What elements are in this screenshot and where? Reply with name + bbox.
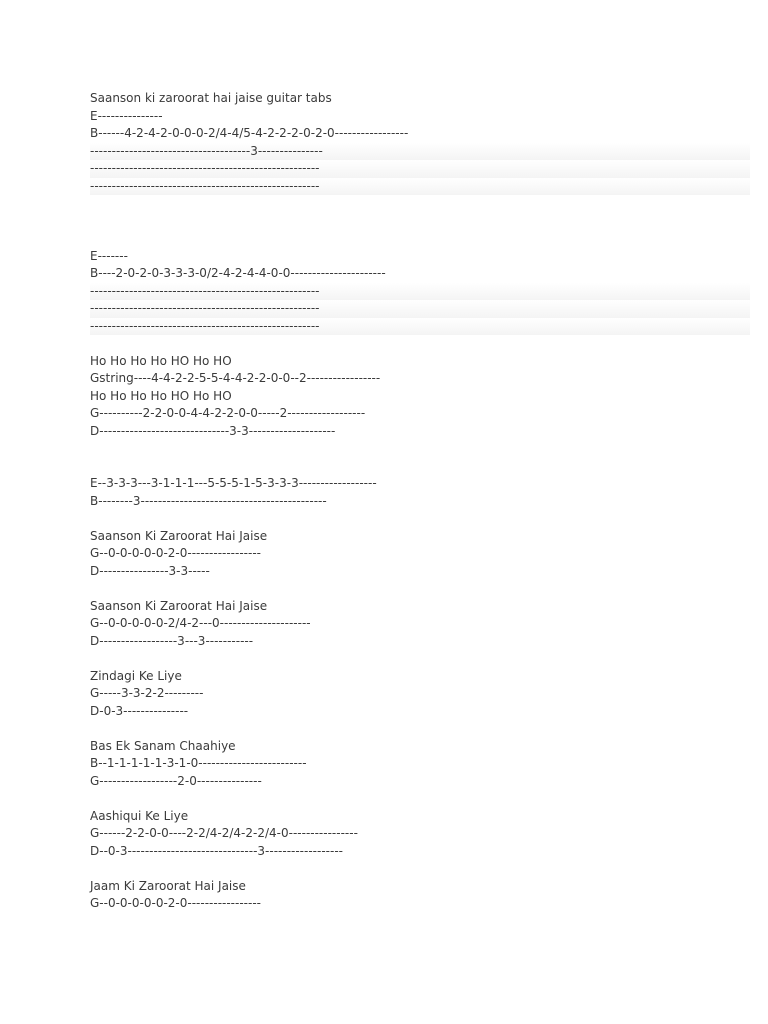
tab-line: B------4-2-4-2-0-0-0-2/4-4/5-4-2-2-2-0-2-0-----------------	[90, 126, 409, 140]
tab-line: D----------------3-3-----	[90, 563, 210, 578]
lyric-line: Ho Ho Ho Ho HO Ho HO	[90, 388, 232, 403]
tab-line: D-0-3---------------	[90, 703, 189, 718]
document-title: Saanson ki zaroorat hai jaise guitar tabs	[90, 91, 332, 105]
tab-line: -----------------------------------------------------	[90, 300, 750, 318]
tab-line: G--0-0-0-0-0-2-0-----------------	[90, 896, 261, 910]
tab-line: E---------------	[90, 108, 163, 123]
tab-line: D------------------3---3-----------	[90, 633, 254, 648]
tab-line: B--1-1-1-1-1-3-1-0-------------------------	[90, 756, 307, 770]
lyric-line: Ho Ho Ho Ho HO Ho HO	[90, 353, 232, 368]
tab-document	[90, 90, 750, 913]
tab-line: G------------------2-0---------------	[90, 773, 262, 788]
tab-line: G------2-2-0-0----2-2/4-2/4-2-2/4-0----------------	[90, 826, 358, 840]
tab-line: -----------------------------------------------------	[90, 178, 750, 196]
tab-line: B--------3-------------------------------------------	[90, 493, 327, 508]
lyric-line: Saanson Ki Zaroorat Hai Jaise	[90, 528, 268, 543]
tab-line: G--0-0-0-0-0-2/4-2---0---------------------	[90, 616, 311, 630]
tab-line: G--0-0-0-0-0-2-0-----------------	[90, 546, 261, 560]
tab-line: D------------------------------3-3--------------------	[90, 423, 336, 438]
tab-line: -----------------------------------------------------	[90, 318, 750, 336]
lyric-line: Saanson Ki Zaroorat Hai Jaise	[90, 598, 268, 613]
tab-line: -----------------------------------------------------	[90, 283, 750, 301]
lyric-line: Aashiqui Ke Liye	[90, 808, 189, 823]
tab-line: G-----3-3-2-2---------	[90, 686, 204, 700]
tab-line: G----------2-2-0-0-4-4-2-2-0-0-----2------------------	[90, 406, 366, 420]
tab-line: D--0-3------------------------------3------------------	[90, 843, 343, 858]
tab-line: -----------------------------------------------------	[90, 160, 750, 178]
tab-line: B----2-0-2-0-3-3-3-0/2-4-2-4-4-0-0----------------------	[90, 266, 386, 280]
lyric-line: Bas Ek Sanam Chaahiye	[90, 738, 236, 753]
tab-line: Gstring----4-4-2-2-5-5-4-4-2-2-0-0--2-----------------	[90, 371, 381, 385]
tab-line: E--3-3-3---3-1-1-1---5-5-5-1-5-3-3-3------------------	[90, 476, 377, 490]
tab-line: E-------	[90, 248, 128, 263]
lyric-line: Zindagi Ke Liye	[90, 668, 182, 683]
tab-line: -------------------------------------3---------------	[90, 143, 750, 161]
lyric-line: Jaam Ki Zaroorat Hai Jaise	[90, 878, 246, 893]
